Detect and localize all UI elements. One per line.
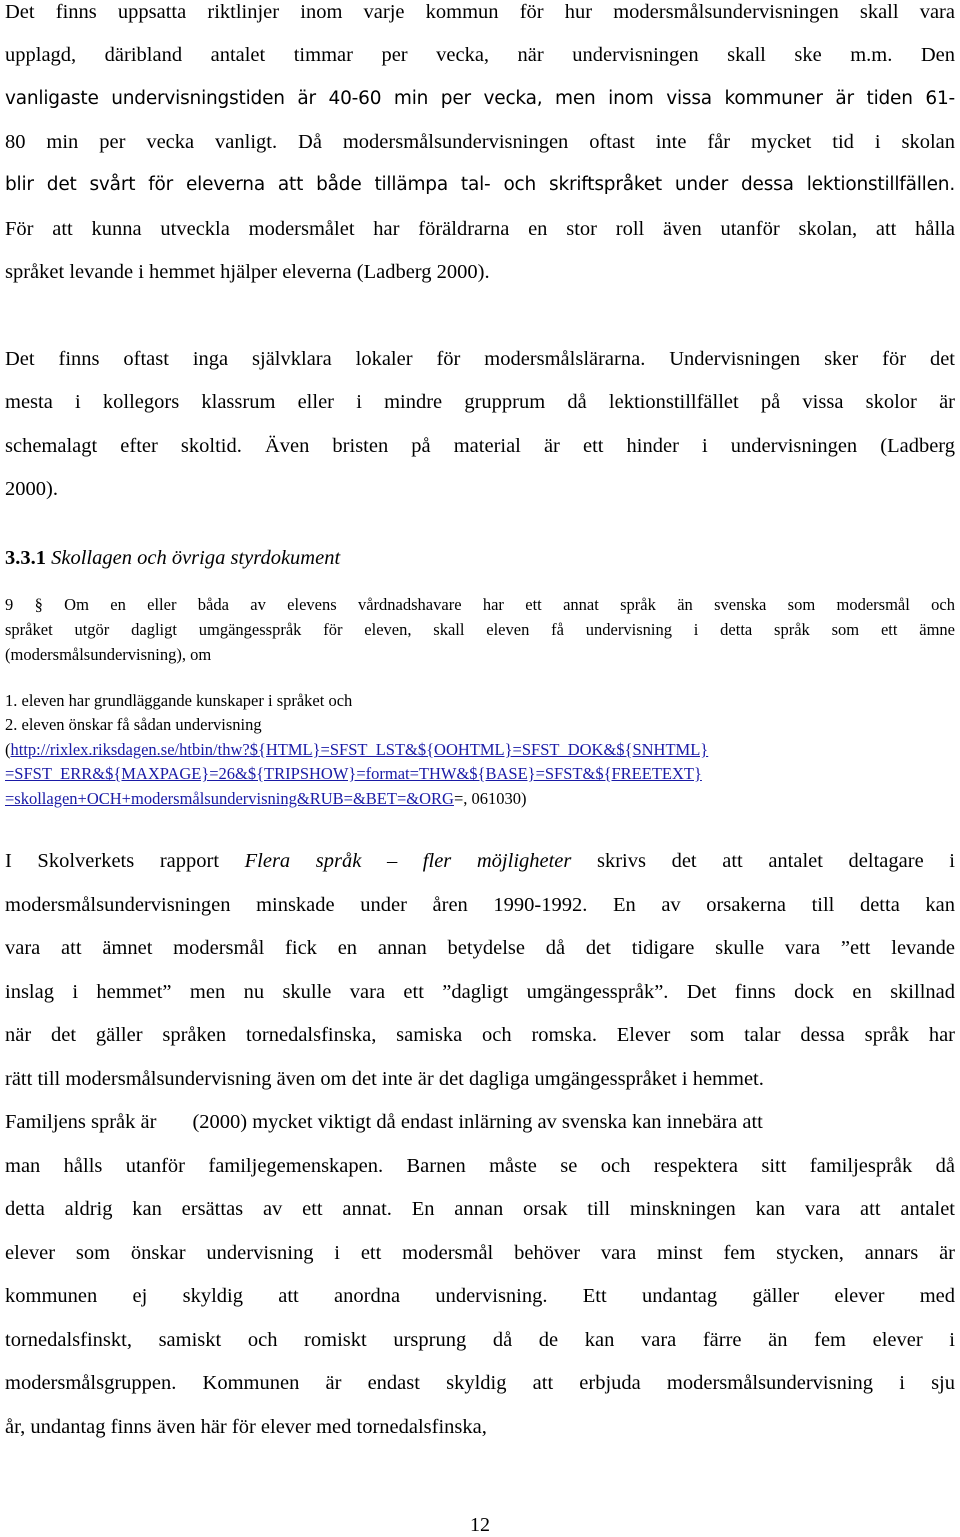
para2-line-2: mesta i kollegors klassrum eller i mindre grupprum då lektionstillfället på vissa skolor är: [5, 391, 955, 413]
source-link-part-2[interactable]: =SFST_ERR&${MAXPAGE}=26&${TRIPSHOW}=format=THW&${BASE}=SFST&${FREETEXT}: [5, 764, 702, 783]
para3-line-6: rätt till modersmålsundervisning även om det inte är det dagliga umgängesspråket i hemmet.: [5, 1068, 764, 1090]
para2-line-3: schemalagt efter skoltid. Även bristen på material är ett hinder i undervisningen (Ladberg: [5, 435, 955, 457]
source-link-part-3[interactable]: =skollagen+OCH+modersmålsundervisning&RUB=&BET=&ORG: [5, 789, 454, 808]
para3-line-11: kommunen ej skyldig att anordna undervisning. Ett undantag gäller elever med: [5, 1285, 955, 1307]
para3-line-5: när det gäller språken tornedalsfinska, samiska och romska. Elever som talar dessa språk har: [5, 1024, 955, 1046]
para3-line-8: man hålls utanför familjegemenskapen. Barnen måste se och respektera sitt familjespråk då: [5, 1155, 955, 1177]
para3-line-7-pre: Familjens språk är: [5, 1111, 157, 1133]
section-number: 3.3.1: [5, 547, 46, 569]
quote-line-1: 9 § Om en eller båda av elevens vårdnadshavare har ett annat språk än svenska som modersmål och: [5, 595, 955, 614]
para3-line-1-pre: I Skolverkets rapport: [5, 850, 245, 872]
page-number: 12: [470, 1514, 490, 1536]
para3-line-14: år, undantag finns även här för elever med tornedalsfinska,: [5, 1416, 487, 1438]
para3-line-7-post: (2000) mycket viktigt då endast inlärning av svenska kan innebära att: [192, 1111, 763, 1133]
section-heading: [5, 546, 955, 570]
source-link-line-3: [5, 789, 955, 809]
para3-line-10: elever som önskar undervisning i ett modersmål behöver vara minst fem stycken, annars är: [5, 1242, 955, 1264]
link-open-paren: (: [5, 740, 11, 759]
source-link-part-1[interactable]: http://rixlex.riksdagen.se/htbin/thw?${HTML}=SFST_LST&${OOHTML}=SFST_DOK&${SNHTML}: [10, 740, 709, 759]
link-suffix: =, 061030): [453, 789, 527, 808]
para3-line-1: [5, 849, 955, 873]
para2-line-4: 2000).: [5, 478, 58, 500]
para3-line-12: tornedalsfinskt, samiskt och romiskt ursprung då de kan vara färre än fem elever i: [5, 1329, 955, 1351]
source-link-line-2: [5, 764, 955, 784]
report-title: Flera språk – fler möjligheter: [244, 850, 572, 872]
para3-line-7: [5, 1110, 955, 1134]
para1-line-1: Det finns uppsatta riktlinjer inom varje kommun för hur modersmålsundervisningen skall vara: [5, 1, 955, 23]
para1-line-2: upplagd, däribland antalet timmar per vecka, när undervisningen skall ske m.m. Den: [5, 44, 955, 66]
para3-line-9: detta aldrig kan ersättas av ett annat. En annan orsak till minskningen kan vara att antalet: [5, 1198, 955, 1220]
quote-item-1: 1. eleven har grundläggande kunskaper i språket och: [5, 691, 353, 710]
para1-line-7: språket levande i hemmet hjälper eleverna (Ladberg 2000).: [5, 261, 490, 283]
para3-line-3: vara att ämnet modersmål fick en annan betydelse då det tidigare skulle vara ”ett levande: [5, 937, 955, 959]
para3-line-1-post: skrivs det att antalet deltagare i: [571, 850, 955, 872]
para1-line-6: För att kunna utveckla modersmålet har föräldrarna en stor roll även utanför skolan, att hålla: [5, 218, 955, 240]
para1-line-3: vanligaste undervisningstiden är 40-60 min per vecka, men inom vissa kommuner är tiden 61-: [5, 88, 955, 109]
para1-line-5: blir det svårt för eleverna att både tillämpa tal- och skriftspråket under dessa lektionstillfällen.: [5, 174, 955, 195]
para1-line-4: 80 min per vecka vanligt. Då modersmålsundervisningen oftast inte får mycket tid i skolan: [5, 131, 955, 153]
quote-line-2: språket utgör dagligt umgängesspråk för eleven, skall eleven få undervisning i detta språk som ett ämne: [5, 620, 955, 639]
para3-line-13: modersmålsgruppen. Kommunen är endast skyldig att erbjuda modersmålsundervisning i sju: [5, 1372, 955, 1394]
para3-line-2: modersmålsundervisningen minskade under åren 1990-1992. En av orsakerna till detta kan: [5, 894, 955, 916]
quote-item-2: 2. eleven önskar få sådan undervisning: [5, 715, 262, 734]
section-title: Skollagen och övriga styrdokument: [51, 547, 341, 569]
para2-line-1: Det finns oftast inga självklara lokaler för modersmålslärarna. Undervisningen sker för det: [5, 348, 955, 370]
source-link-line-1: [5, 740, 955, 760]
para3-line-4: inslag i hemmet” men nu skulle vara ett ”dagligt umgängesspråk”. Det finns dock en skillnad: [5, 981, 955, 1003]
quote-line-3: (modersmålsundervisning), om: [5, 645, 212, 664]
